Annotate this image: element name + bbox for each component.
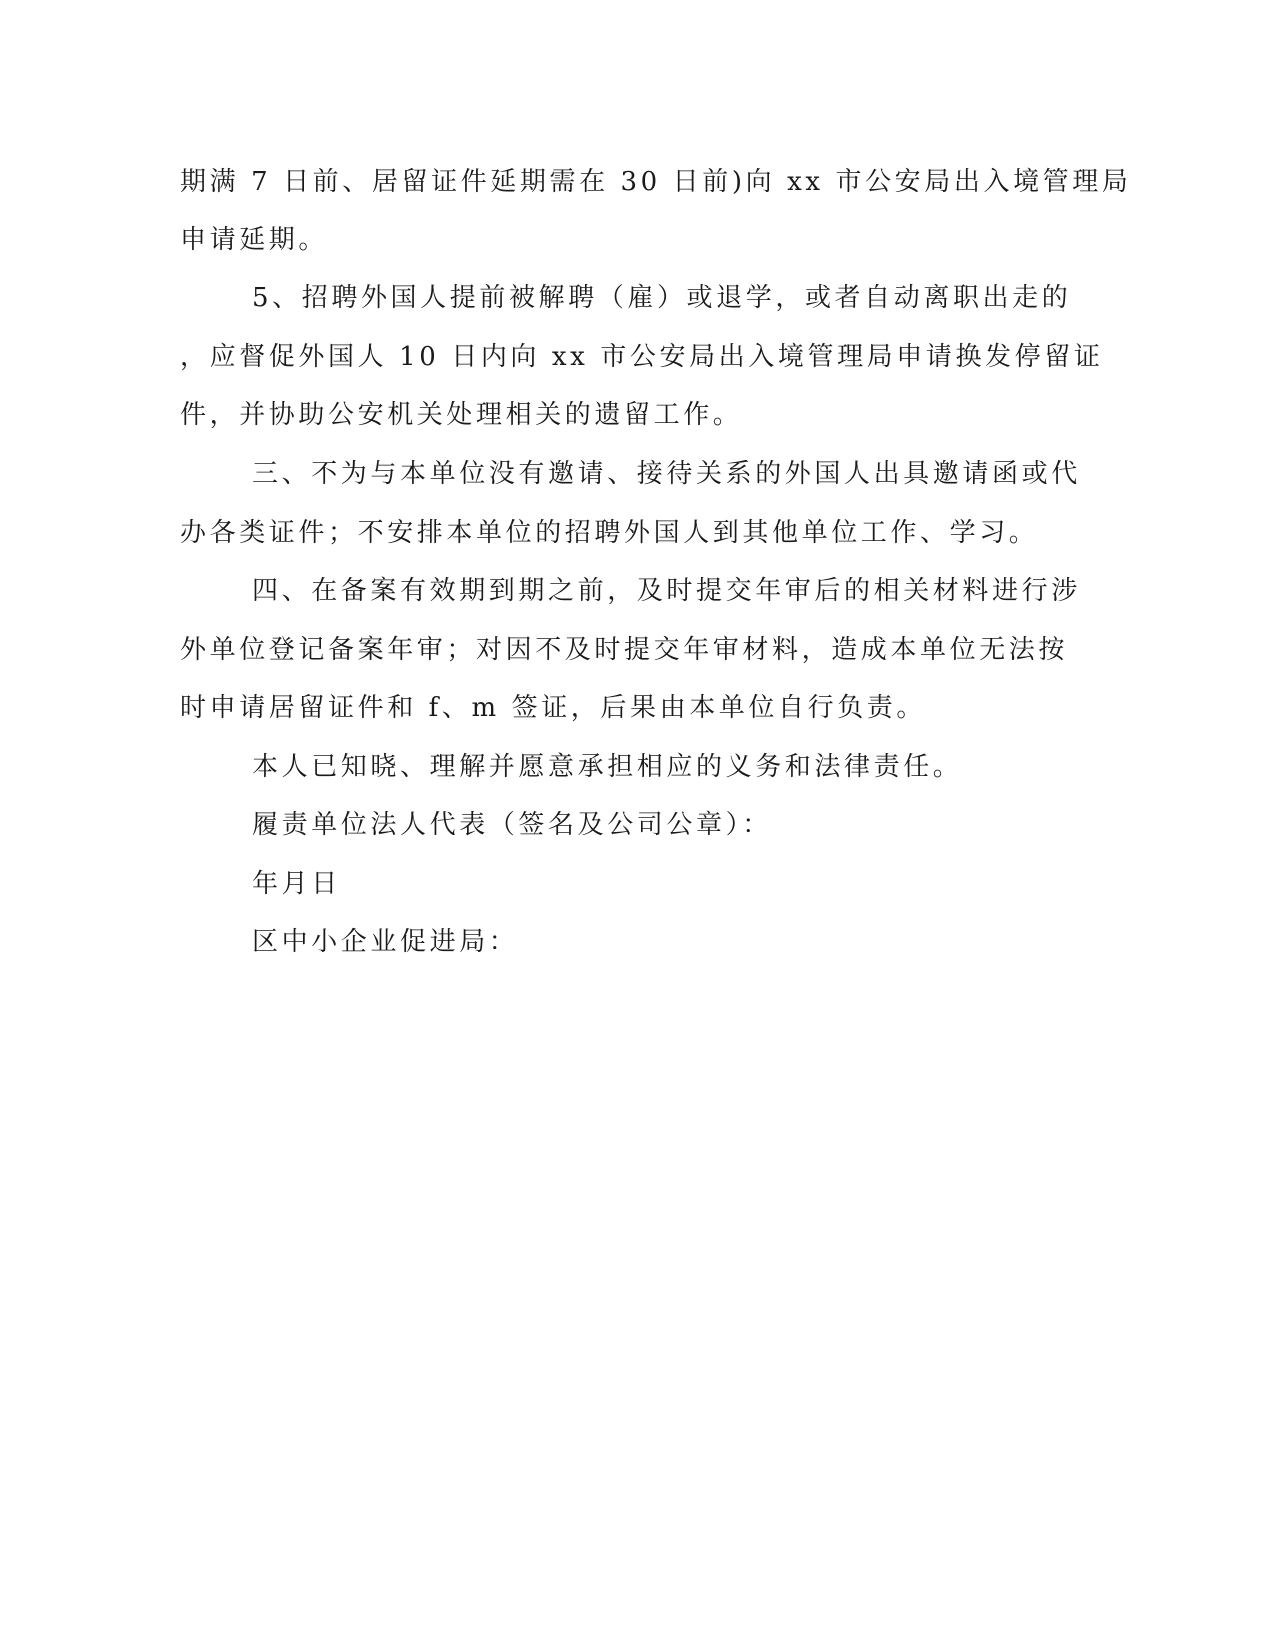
paragraph-line-7: 办各类证件；不安排本单位的招聘外国人到其他单位工作、学习。	[180, 518, 1039, 548]
date-line: 年月日	[252, 869, 341, 899]
paragraph-line-8: 四、在备案有效期到期之前，及时提交年审后的相关材料进行涉	[252, 576, 1081, 606]
acknowledgement-line: 本人已知晓、理解并愿意承担相应的义务和法律责任。	[252, 752, 963, 782]
signature-line: 履责单位法人代表（签名及公司公章）：	[252, 810, 772, 840]
paragraph-line-10: 时申请居留证件和 f、m 签证，后果由本单位自行负责。	[180, 693, 927, 723]
paragraph-line-3: 5、招聘外国人提前被解聘（雇）或退学，或者自动离职出走的	[252, 283, 1072, 313]
paragraph-line-4: ，应督促外国人 10 日内向 xx 市公安局出入境管理局申请换发停留证	[180, 342, 1104, 372]
paragraph-line-6: 三、不为与本单位没有邀请、接待关系的外国人出具邀请函或代	[252, 459, 1081, 489]
paragraph-line-9: 外单位登记备案年审；对因不及时提交年审材料，造成本单位无法按	[180, 635, 1069, 665]
addressee-line: 区中小企业促进局：	[252, 927, 519, 957]
paragraph-line-2: 申请延期。	[180, 225, 329, 255]
paragraph-line-1: 期满 7 日前、居留证件延期需在 30 日前)向 xx 市公安局出入境管理局	[180, 167, 1132, 197]
paragraph-line-5: 件，并协助公安机关处理相关的遗留工作。	[180, 400, 743, 430]
